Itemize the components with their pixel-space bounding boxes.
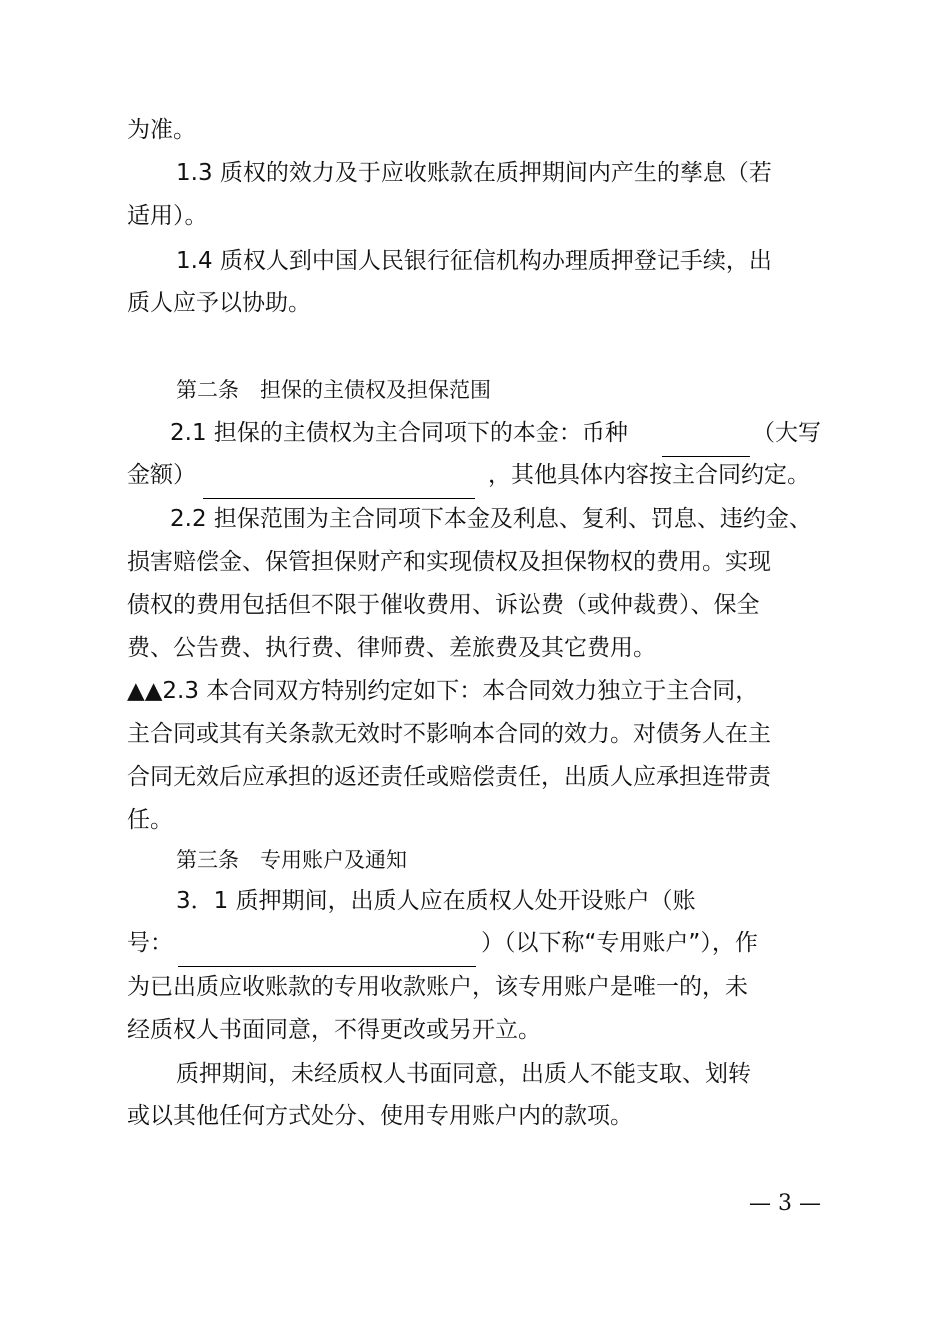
paragraph-pledge-period-line-2: 或以其他任何方式处分、使用专用账户内的款项。 bbox=[127, 1103, 633, 1129]
article-2-heading: 第二条 担保的主债权及担保范围 bbox=[176, 378, 491, 402]
amount-blank bbox=[203, 498, 475, 499]
article-3-heading: 第三条 专用账户及通知 bbox=[176, 848, 407, 872]
clause-3-1-line-2-end: ）（以下称“专用账户”），作 bbox=[481, 930, 758, 956]
clause-3-1-line-1: 3．1 质押期间，出质人应在质权人处开设账户（账 bbox=[176, 888, 696, 914]
clause-2-2-line-1: 2.2 担保范围为主合同项下本金及利息、复利、罚息、违约金、 bbox=[170, 506, 812, 532]
page-number: — 3 — bbox=[749, 1191, 821, 1216]
clause-1-3-line-1: 1.3 质权的效力及于应收账款在质押期间内产生的孳息（若 bbox=[176, 160, 772, 186]
clause-2-3-line-3: 合同无效后应承担的返还责任或赔偿责任，出质人应承担连带责 bbox=[127, 764, 771, 790]
clause-3-1-line-4: 经质权人书面同意，不得更改或另开立。 bbox=[127, 1017, 541, 1043]
clause-3-1-line-3: 为已出质应收账款的专用收款账户，该专用账户是唯一的，未 bbox=[127, 974, 748, 1000]
paragraph-pledge-period-line-1: 质押期间，未经质权人书面同意，出质人不能支取、划转 bbox=[176, 1061, 751, 1087]
clause-2-2-line-4: 费、公告费、执行费、律师费、差旅费及其它费用。 bbox=[127, 635, 656, 661]
clause-2-1-line-1-end: （大写 bbox=[752, 420, 821, 446]
clause-1-4-line-1: 1.4 质权人到中国人民银行征信机构办理质押登记手续，出 bbox=[176, 248, 772, 274]
clause-2-1-line-2-start: 金额） bbox=[127, 462, 196, 488]
clause-1-3-line-2: 适用）。 bbox=[127, 203, 208, 229]
clause-2-2-line-3: 债权的费用包括但不限于催收费用、诉讼费（或仲裁费）、保全 bbox=[127, 592, 760, 618]
paragraph-line: 为准。 bbox=[127, 117, 196, 143]
clause-1-4-line-2: 质人应予以协助。 bbox=[127, 290, 311, 316]
clause-2-3-line-1: ▲▲2.3 本合同双方特别约定如下：本合同效力独立于主合同， bbox=[127, 678, 759, 704]
currency-blank bbox=[662, 456, 750, 457]
clause-2-3-line-2: 主合同或其有关条款无效时不影响本合同的效力。对债务人在主 bbox=[127, 721, 771, 747]
clause-2-3-line-4: 任。 bbox=[127, 807, 173, 833]
clause-2-2-line-2: 损害赔偿金、保管担保财产和实现债权及担保物权的费用。实现 bbox=[127, 549, 771, 575]
clause-2-1-line-2-end: ，其他具体内容按主合同约定。 bbox=[488, 462, 810, 488]
clause-3-1-line-2-start: 号： bbox=[127, 930, 173, 956]
account-number-blank bbox=[178, 966, 476, 967]
clause-2-1-line-1: 2.1 担保的主债权为主合同项下的本金：币种 bbox=[170, 420, 628, 446]
